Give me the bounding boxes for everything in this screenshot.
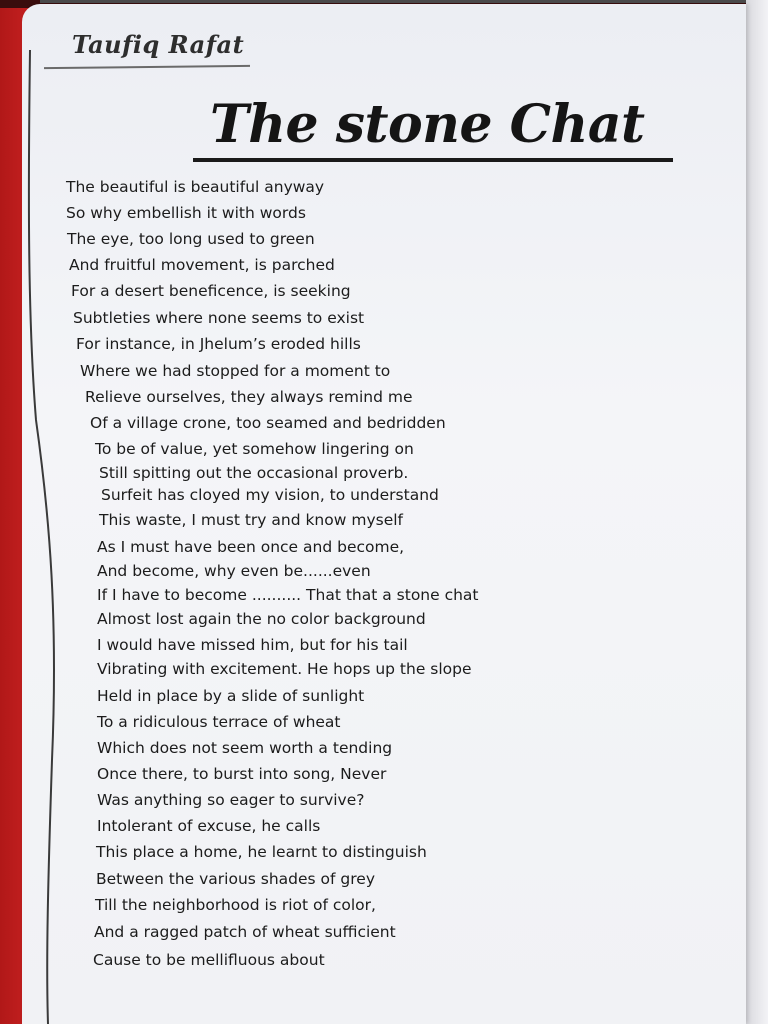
poem-line: Vibrating with excitement. He hops up the slope — [97, 660, 472, 678]
poem-title: The stone Chat — [210, 94, 645, 155]
poem-line: Where we had stopped for a moment to — [80, 362, 391, 380]
poem-line: So why embellish it with words — [66, 204, 306, 222]
poem-line: For a desert beneficence, is seeking — [71, 282, 351, 300]
poem-line: The beautiful is beautiful anyway — [66, 178, 325, 196]
poem-line: Till the neighborhood is riot of color, — [95, 896, 376, 914]
poem-line: If I have to become .......... That that a stone chat — [97, 586, 479, 604]
poem-line: And a ragged patch of wheat sufficient — [94, 923, 396, 941]
poem-line: Almost lost again the no color background — [97, 610, 426, 628]
poem-line: Still spitting out the occasional proverb. — [99, 464, 409, 482]
poem-line: And become, why even be......even — [97, 562, 371, 580]
poem-line: Subtleties where none seems to exist — [73, 309, 365, 327]
poem-line: The eye, too long used to green — [67, 230, 315, 248]
poem-line: Relieve ourselves, they always remind me — [85, 388, 413, 406]
poem-line: Once there, to burst into song, Never — [97, 765, 387, 783]
poem-line: Cause to be mellifluous about — [93, 951, 325, 969]
poem-line: Intolerant of excuse, he calls — [97, 817, 321, 835]
poem-line: Held in place by a slide of sunlight — [97, 687, 365, 705]
poem-line: As I must have been once and become, — [97, 538, 405, 556]
poem-line: Between the various shades of grey — [96, 870, 375, 888]
poem-line: I would have missed him, but for his tail — [97, 636, 408, 654]
author-name: Taufiq Rafat — [72, 30, 245, 59]
poem-line: Was anything so eager to survive? — [97, 791, 365, 809]
poem-line: And fruitful movement, is parched — [69, 256, 335, 274]
poem-line: Of a village crone, too seamed and bedridden — [90, 414, 446, 432]
poem-line: Which does not seem worth a tending — [97, 739, 393, 757]
poem-line: This place a home, he learnt to distinguish — [96, 843, 427, 861]
poem-line: For instance, in Jhelum’s eroded hills — [76, 335, 361, 353]
poem-line: Surfeit has cloyed my vision, to understand — [101, 486, 439, 504]
poem-line: To a ridiculous terrace of wheat — [97, 713, 341, 731]
poem-line: This waste, I must try and know myself — [99, 511, 403, 529]
poem-line: To be of value, yet somehow lingering on — [95, 440, 414, 458]
